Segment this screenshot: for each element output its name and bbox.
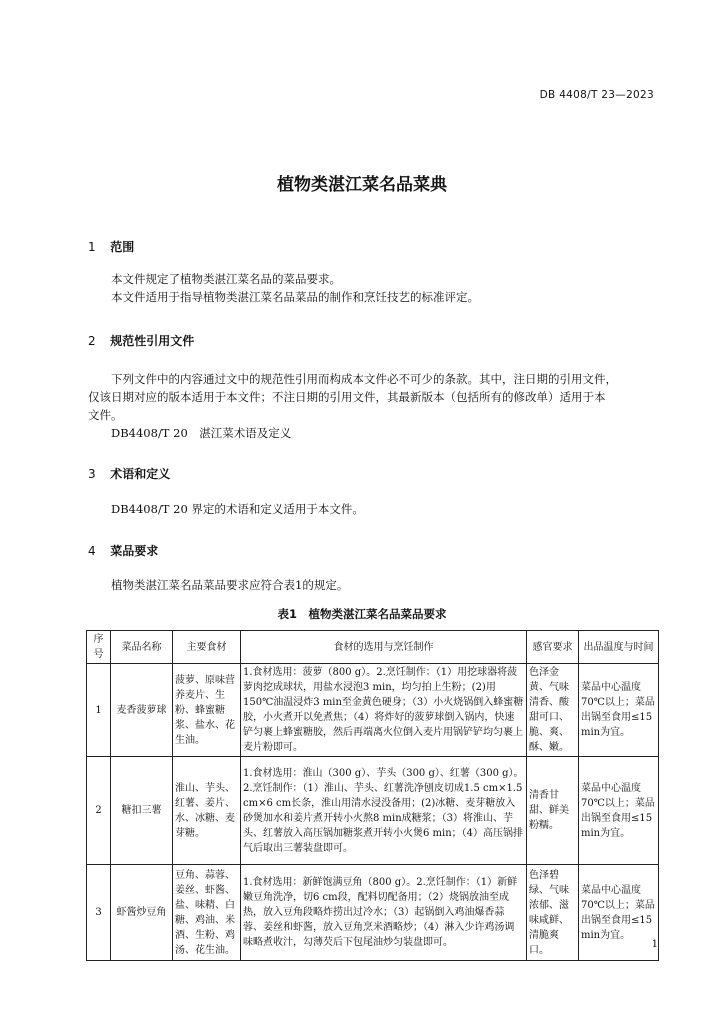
cell-method: 1.食材选用：菠萝（800 g）。2.烹饪制作：（1）用挖球器将菠萝肉挖成球状，用盐水浸泡3 min，均匀拍上生粉；(2)用150℃油温浸炸3 min至金黄色硬身；（3）小火烧锅倒入蜂蜜糖胶，小火煮开以免煮焦；（4）将炸好的菠萝球倒入锅内，快速铲匀裹上蜂蜜糖胶，然后再端离火位倒入麦片用锅铲铲均匀裹上麦片粉即可。 [241,664,527,757]
cell-ingredients: 淮山、芋头、红薯、姜片、水、冰糖、麦芽糖。 [173,757,241,865]
section-title: 术语和定义 [110,467,171,481]
scope-paragraph [88,270,658,306]
section-title: 范围 [110,240,135,254]
header-ingredients: 主要食材 [173,631,241,664]
header-sensory: 感官要求 [527,631,579,664]
cell-sensory: 清香甘甜、鲜美粉糯。 [527,757,579,865]
cell-dish-name: 虾酱炒豆角 [111,865,173,961]
cell-index: 1 [87,664,111,757]
normative-reference: DB4408/T 20 湛江菜术语及定义 [111,426,292,440]
table-caption: 表1 植物类湛江菜名品菜品要求 [277,607,447,621]
cell-sensory: 色泽碧绿、气味浓郁、滋味咸鲜、清脆爽口。 [527,865,579,961]
table-header-row [87,631,659,664]
cell-temperature: 菜品中心温度70℃以上；菜品出锅至食用≤15 min为宜。 [579,664,659,757]
requirements-line-1: 植物类湛江菜名品菜品要求应符合表1的规定。 [111,578,349,592]
normative-paragraph [88,370,658,442]
section-title: 菜品要求 [110,544,159,558]
page-number: 1 [651,939,658,950]
section-2-heading [88,332,194,349]
requirements-paragraph [88,576,658,594]
header-index: 序号 [87,631,111,664]
header-dish-name: 菜品名称 [111,631,173,664]
requirements-table [86,630,659,961]
section-3-heading [88,465,170,482]
cell-temperature: 菜品中心温度70℃以上；菜品出锅至食用≤15 min为宜。 [579,865,659,961]
table-row [87,757,659,865]
header-temperature: 出品温度与时间 [579,631,659,664]
section-title: 规范性引用文件 [110,334,195,348]
section-1-heading [88,238,134,255]
cell-index: 3 [87,865,111,961]
section-number: 1 [88,240,96,254]
cell-sensory: 色泽金黄、气味清香、酸甜可口、脆、爽、酥、嫩。 [527,664,579,757]
cell-ingredients: 菠萝、原味营养麦片、生粉、蜂蜜糖浆、盐水、花生油。 [173,664,241,757]
section-number: 4 [88,544,96,558]
scope-line-1: 本文件规定了植物类湛江菜名品的菜品要求。 [111,272,341,286]
table-row [87,664,659,757]
cell-index: 2 [87,757,111,865]
document-title: 植物类湛江菜名品菜典 [277,175,447,195]
terms-paragraph [88,500,658,518]
cell-dish-name: 麦香菠萝球 [111,664,173,757]
section-4-heading [88,542,158,559]
cell-ingredients: 豆角、蒜蓉、姜丝、虾酱、盐、味精、白糖、鸡油、米酒、生粉、鸡汤、花生油。 [173,865,241,961]
header-method: 食材的选用与烹饪制作 [241,631,527,664]
normative-line-1: 下列文件中的内容通过文中的规范性引用而构成本文件必不可少的条款。其中，注日期的引用文件， [111,372,617,386]
scope-line-2: 本文件适用于指导植物类湛江菜名品菜品的制作和烹饪技艺的标准评定。 [111,290,479,304]
section-number: 3 [88,467,96,481]
section-number: 2 [88,334,96,348]
normative-line-2: 仅该日期对应的版本适用于本文件；不注日期的引用文件，其最新版本（包括所有的修改单）适用于本 [88,390,606,404]
document-code: DB 4408/T 23—2023 [539,89,654,101]
cell-dish-name: 糖扣三薯 [111,757,173,865]
cell-method: 1.食材选用：新鲜饱满豆角（800 g）。2.烹饪制作：（1）新鲜嫩豆角洗净，切6 cm段，配料切配备用；（2）烧锅放油至成热，放入豆角段略炸捞出过冷水；（3）起锅倒入鸡油爆香蒜蓉、姜丝和虾酱，放入豆角烹米酒略炒；（4）淋入少许鸡汤调味略煮收汁，勾薄芡后下包尾油炒匀装盘即可。 [241,865,527,961]
table-row [87,865,659,961]
normative-line-3: 文件。 [88,408,123,422]
cell-method: 1.食材选用：淮山（300 g）、芋头（300 g）、红薯（300 g）。2.烹饪制作：（1）淮山、芋头、红薯洗净刨皮切成1.5 cm×1.5 cm×6 cm长条，淮山用清水浸没备用；(2)冰糖、麦芽糖放入砂煲加水和姜片煮开转小火熬8 min成糖浆；（3）将淮山、芋头、红薯放入高压锅加糖浆煮开转小火煲6 min；（4）高压锅排气后取出三薯装盘即可。 [241,757,527,865]
terms-line-1: DB4408/T 20 界定的术语和定义适用于本文件。 [111,502,364,516]
cell-temperature: 菜品中心温度70℃以上；菜品出锅至食用≤15 min为宜。 [579,757,659,865]
